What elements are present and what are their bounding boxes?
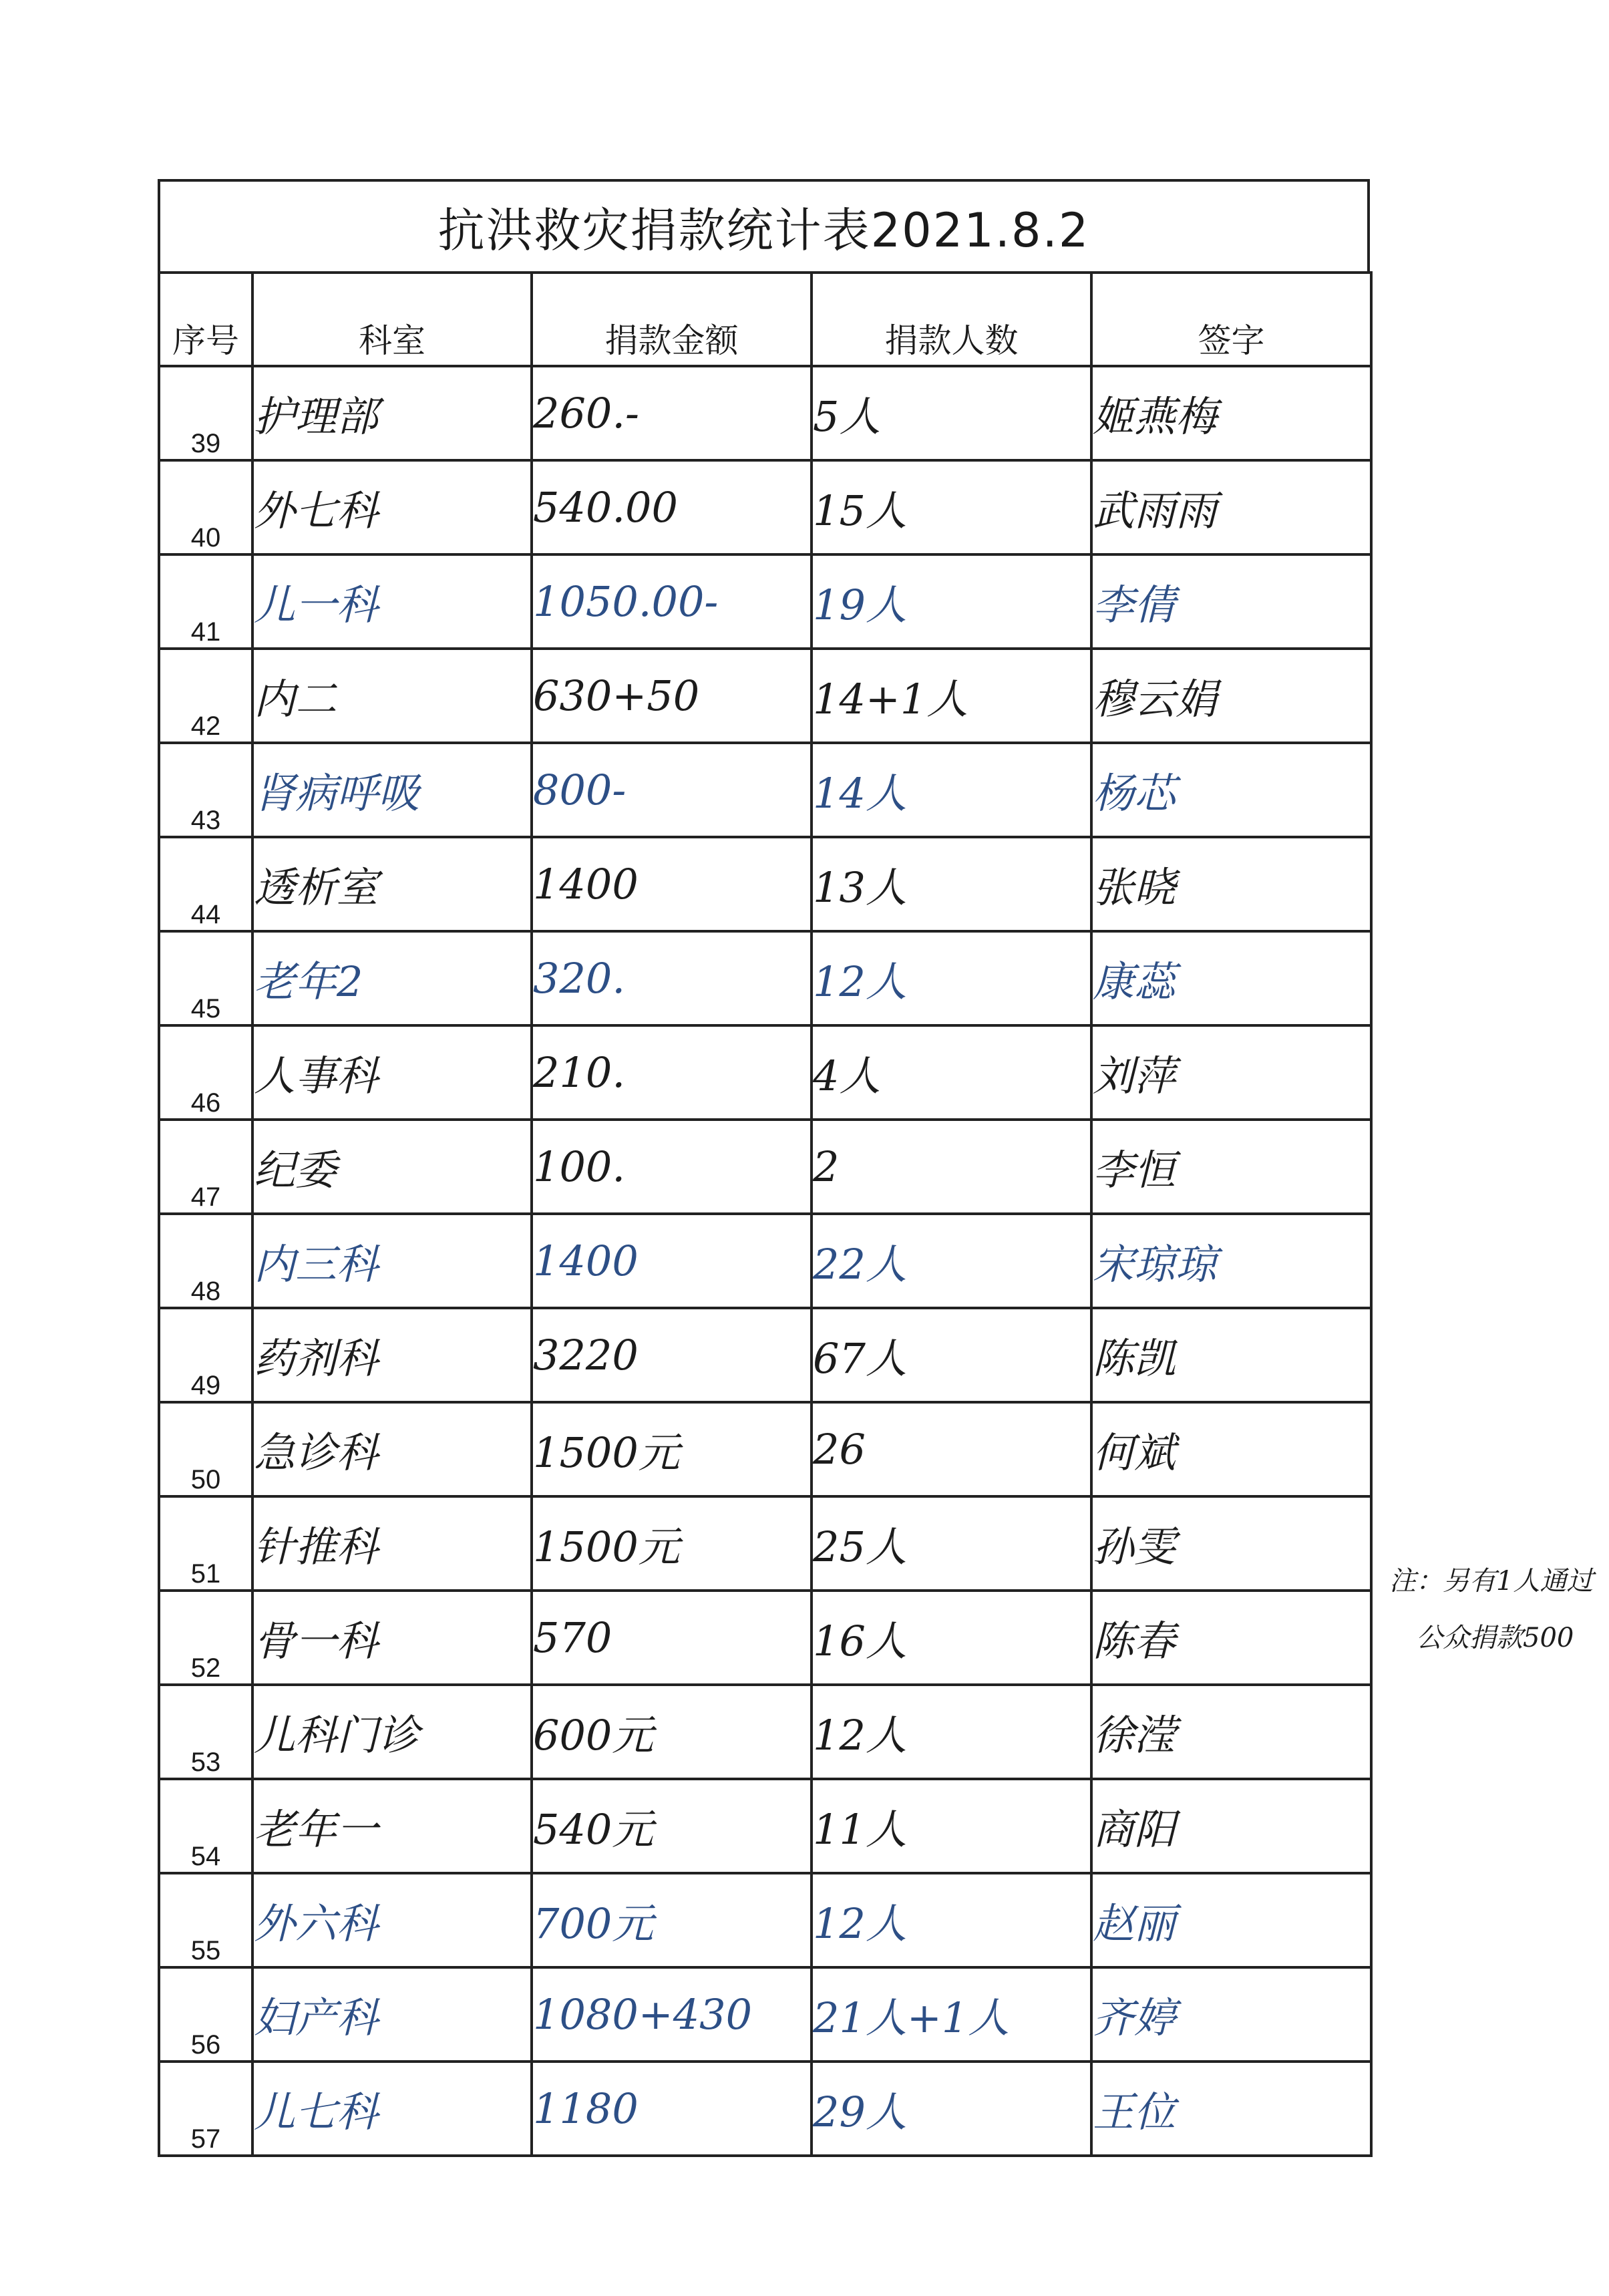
row-signature: 何斌	[1091, 1402, 1371, 1496]
table-row	[159, 931, 1371, 1025]
row-index: 51	[159, 1496, 252, 1591]
row-department: 内三科	[252, 1214, 532, 1308]
row-department: 外七科	[252, 460, 532, 554]
row-count: 21人+1人	[812, 1967, 1091, 2062]
table-row	[159, 1685, 1371, 1779]
row-amount: 3220	[532, 1308, 812, 1402]
row-amount: 260.-	[532, 366, 812, 460]
row-amount: 540.00	[532, 460, 812, 554]
table-row	[159, 1308, 1371, 1402]
row-department: 老年一	[252, 1779, 532, 1873]
row-index: 50	[159, 1402, 252, 1496]
row-count: 12人	[812, 1685, 1091, 1779]
row-signature: 李恒	[1091, 1120, 1371, 1214]
row-index: 53	[159, 1685, 252, 1779]
row-count: 4人	[812, 1025, 1091, 1120]
row-count: 11人	[812, 1779, 1091, 1873]
row-department: 人事科	[252, 1025, 532, 1120]
row-count: 67人	[812, 1308, 1091, 1402]
table-row	[159, 366, 1371, 460]
row-department: 急诊科	[252, 1402, 532, 1496]
row-index: 42	[159, 649, 252, 743]
row-signature: 姬燕梅	[1091, 366, 1371, 460]
header-row	[159, 273, 1371, 366]
row-index: 52	[159, 1591, 252, 1685]
row-signature: 陈春	[1091, 1591, 1371, 1685]
row-department: 内二	[252, 649, 532, 743]
row-amount: 100.	[532, 1120, 812, 1214]
row-amount: 800-	[532, 743, 812, 837]
row-count: 25人	[812, 1496, 1091, 1591]
row-index: 49	[159, 1308, 252, 1402]
row-department: 儿科门诊	[252, 1685, 532, 1779]
row-count: 19人	[812, 554, 1091, 649]
row-department: 针推科	[252, 1496, 532, 1591]
row-count: 14人	[812, 743, 1091, 837]
row-amount: 1500元	[532, 1402, 812, 1496]
side-note-line-2: 公众捐款500	[1416, 1623, 1574, 1653]
row-department: 透析室	[252, 837, 532, 931]
row-signature: 商阳	[1091, 1779, 1371, 1873]
row-count: 22人	[812, 1214, 1091, 1308]
row-index: 45	[159, 931, 252, 1025]
row-amount: 570	[532, 1591, 812, 1685]
row-department: 儿七科	[252, 2062, 532, 2156]
side-note	[1389, 1553, 1609, 1667]
row-amount: 600元	[532, 1685, 812, 1779]
row-index: 41	[159, 554, 252, 649]
row-signature: 刘萍	[1091, 1025, 1371, 1120]
row-amount: 1080+430	[532, 1967, 812, 2062]
table-row	[159, 1967, 1371, 2062]
header-count: 捐款人数	[812, 273, 1091, 366]
table-row	[159, 554, 1371, 649]
row-count: 29人	[812, 2062, 1091, 2156]
row-signature: 康蕊	[1091, 931, 1371, 1025]
table-row	[159, 1214, 1371, 1308]
table-row	[159, 1591, 1371, 1685]
donation-table	[158, 271, 1373, 2157]
row-count: 12人	[812, 1873, 1091, 1967]
row-amount: 1400	[532, 1214, 812, 1308]
row-signature: 王位	[1091, 2062, 1371, 2156]
side-note-line-1: 注：另有1人通过	[1389, 1566, 1594, 1597]
table-row	[159, 1779, 1371, 1873]
row-department: 外六科	[252, 1873, 532, 1967]
page-title: 抗洪救灾捐款统计表2021.8.2	[437, 202, 1090, 258]
row-count: 2	[812, 1120, 1091, 1214]
table-row	[159, 1873, 1371, 1967]
title-row	[158, 179, 1370, 271]
row-department: 骨一科	[252, 1591, 532, 1685]
row-index: 44	[159, 837, 252, 931]
table-row	[159, 2062, 1371, 2156]
table-row	[159, 837, 1371, 931]
row-amount: 1180	[532, 2062, 812, 2156]
table-row	[159, 1025, 1371, 1120]
row-signature: 徐滢	[1091, 1685, 1371, 1779]
table-row	[159, 743, 1371, 837]
row-amount: 1500元	[532, 1496, 812, 1591]
header-department: 科室	[252, 273, 532, 366]
row-signature: 赵丽	[1091, 1873, 1371, 1967]
row-index: 39	[159, 366, 252, 460]
row-department: 药剂科	[252, 1308, 532, 1402]
row-count: 13人	[812, 837, 1091, 931]
donation-sheet	[158, 179, 1370, 2157]
header-amount: 捐款金额	[532, 273, 812, 366]
row-department: 肾病呼吸	[252, 743, 532, 837]
row-amount: 1400	[532, 837, 812, 931]
table-row	[159, 1120, 1371, 1214]
table-row	[159, 1402, 1371, 1496]
row-signature: 张晓	[1091, 837, 1371, 931]
table-body	[159, 366, 1371, 2156]
row-signature: 齐婷	[1091, 1967, 1371, 2062]
row-index: 40	[159, 460, 252, 554]
row-count: 5人	[812, 366, 1091, 460]
row-signature: 杨芯	[1091, 743, 1371, 837]
row-index: 48	[159, 1214, 252, 1308]
row-index: 56	[159, 1967, 252, 2062]
row-amount: 700元	[532, 1873, 812, 1967]
row-signature: 武雨雨	[1091, 460, 1371, 554]
row-amount: 630+50	[532, 649, 812, 743]
row-index: 55	[159, 1873, 252, 1967]
row-department: 儿一科	[252, 554, 532, 649]
row-count: 26	[812, 1402, 1091, 1496]
row-index: 57	[159, 2062, 252, 2156]
row-amount: 320.	[532, 931, 812, 1025]
row-signature: 李倩	[1091, 554, 1371, 649]
row-count: 14+1人	[812, 649, 1091, 743]
table-row	[159, 460, 1371, 554]
row-department: 妇产科	[252, 1967, 532, 2062]
row-index: 54	[159, 1779, 252, 1873]
row-amount: 1050.00-	[532, 554, 812, 649]
table-row	[159, 649, 1371, 743]
row-index: 47	[159, 1120, 252, 1214]
row-index: 43	[159, 743, 252, 837]
row-signature: 宋琼琼	[1091, 1214, 1371, 1308]
row-department: 纪委	[252, 1120, 532, 1214]
row-count: 12人	[812, 931, 1091, 1025]
row-amount: 210.	[532, 1025, 812, 1120]
row-signature: 陈凯	[1091, 1308, 1371, 1402]
row-index: 46	[159, 1025, 252, 1120]
row-signature: 穆云娟	[1091, 649, 1371, 743]
row-count: 15人	[812, 460, 1091, 554]
table-row	[159, 1496, 1371, 1591]
row-department: 护理部	[252, 366, 532, 460]
row-count: 16人	[812, 1591, 1091, 1685]
row-department: 老年2	[252, 931, 532, 1025]
header-index: 序号	[159, 273, 252, 366]
row-signature: 孙雯	[1091, 1496, 1371, 1591]
row-amount: 540元	[532, 1779, 812, 1873]
header-signature: 签字	[1091, 273, 1371, 366]
